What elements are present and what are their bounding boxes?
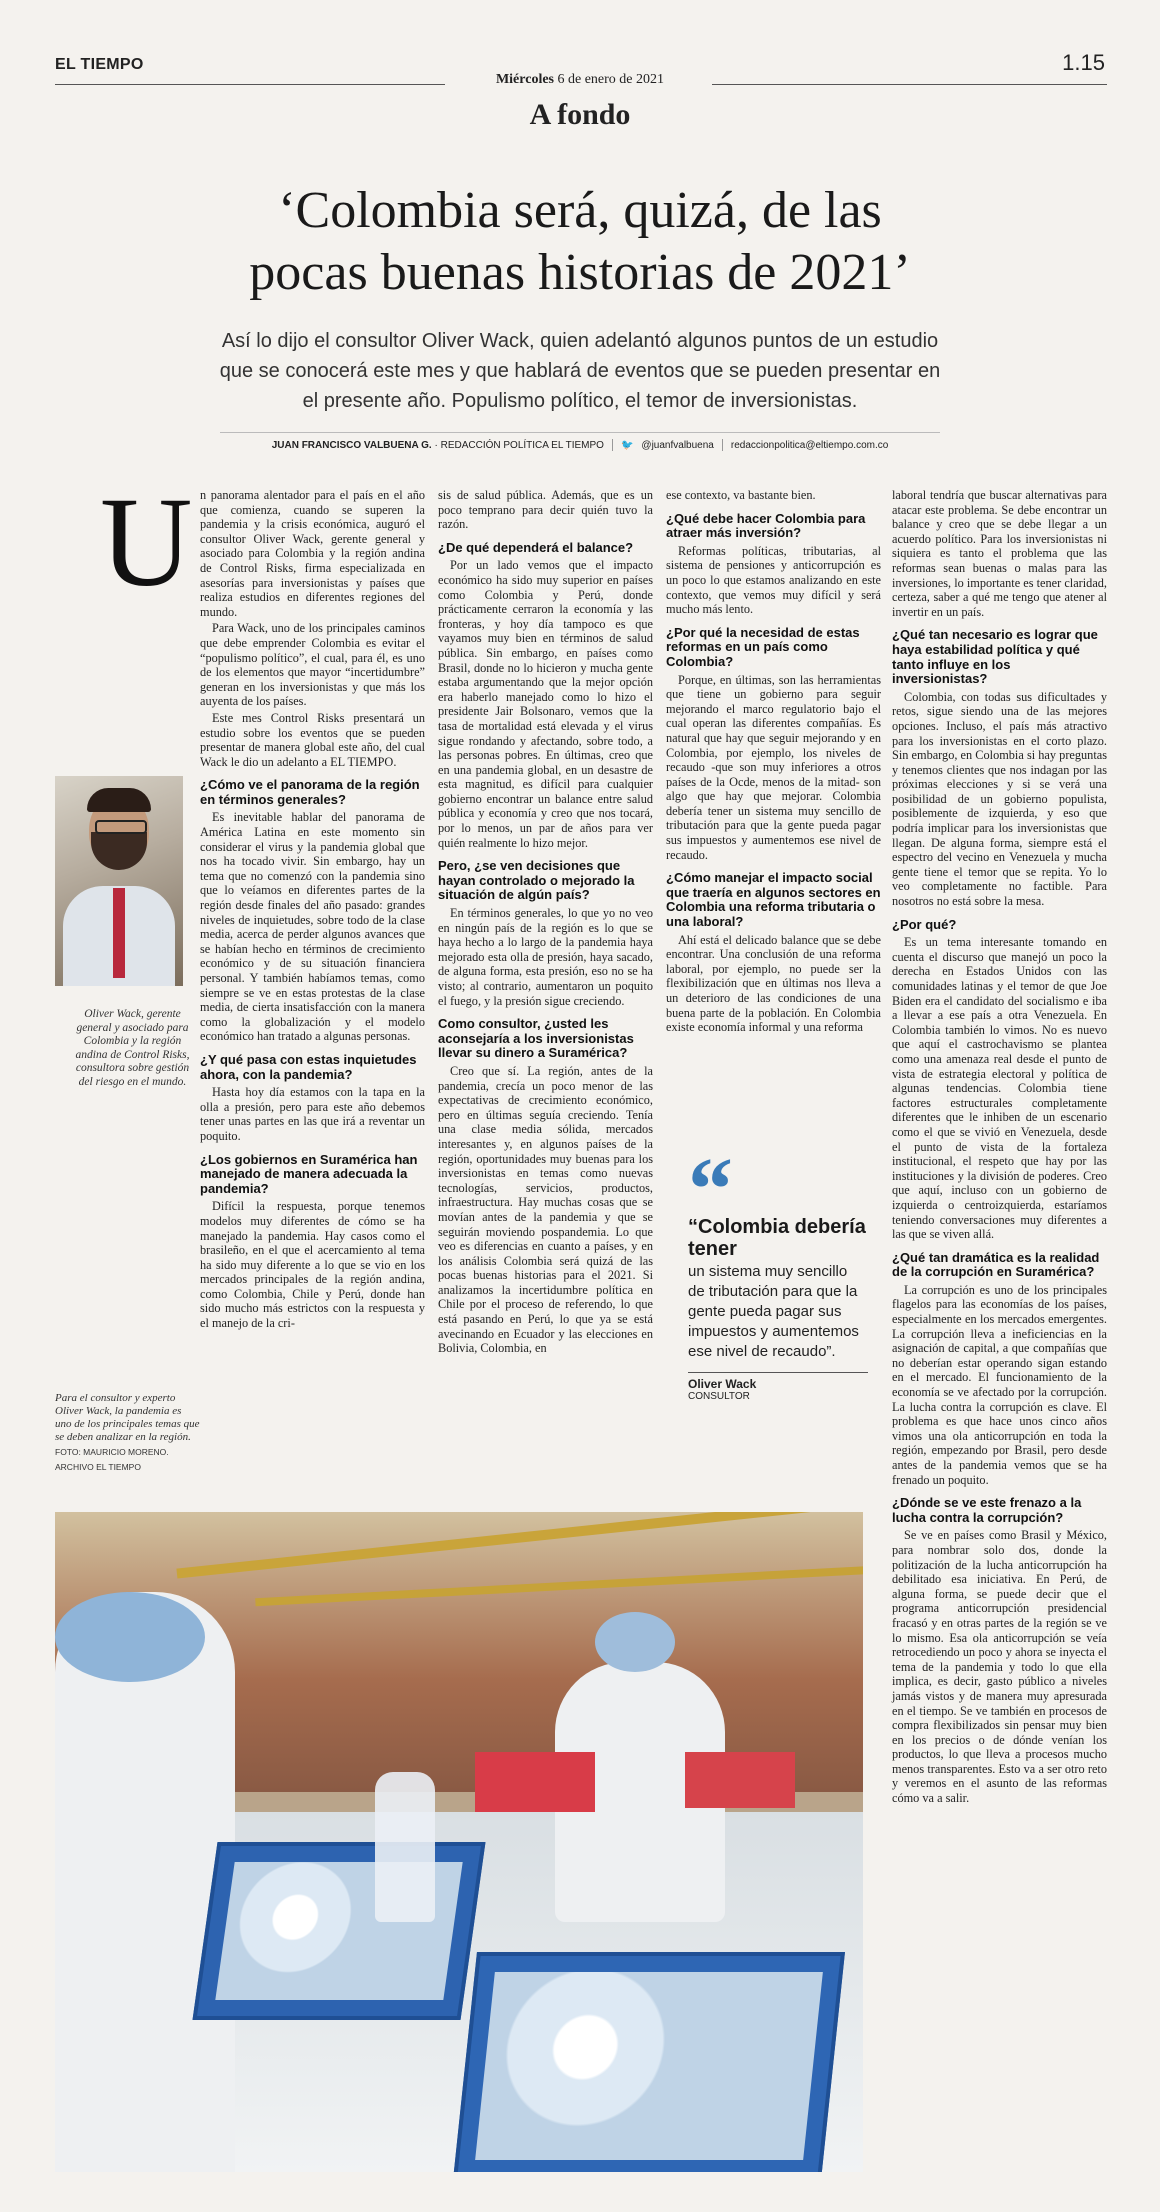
drop-cap: U [100,471,193,613]
interview-answer: Se ve en países como Brasil y México, para nombrar solo dos, donde la politización de la lucha anticorrupción ha debilitado esa iniciativa. En Perú, de alguna forma, se puede decir que el programa anticorrupción presidencial fracasó y en otras partes de la región se ve lo mismo. Esa ola anticorrupción se veía retrocediendo un poco y ahora se inyecta el tema de la pandemia y todo lo que ella implica, es decir, gasto público a niveles jamás vistos y de manera muy apresurada en el tiempo. Se ve también en procesos de compra flexibilizados sin pensar muy bien en los precios o de dónde venían los productos, lo que lleva a procesos mucho menos transparentes. Esto va a ser otro reto y veremos en el asunto de las reformas cómo va a salir. [892,1528,1107,1806]
byline-author: JUAN FRANCISCO VALBUENA G. [271,439,432,451]
pull-quote [688,1140,868,1402]
interview-answer: La corrupción es uno de los principales flagelos para las economías de los países, especialmente en los mercados emergentes. La corrupción lleva a ineficiencias en la asignación de capital, a que compañías que no deberían estar operando sigan estando en el mercado. El funcionamiento de la economía se ve afectado por la corrupción. La lucha contra la corrupción es clave. El problema es que hace unos cinco años vimos una ola anticorrupción en toda la región, empezando por Brasil, pero desde antes de la pandemia vemos que se ha frenado un poquito. [892,1282,1107,1487]
interview-answer: Por un lado vemos que el impacto económico ha sido muy superior en países como Colombia y Perú, donde prácticamente cerraron la economía y las fronteras, y hoy día tampoco es que vayamos muy bien en términos de salud pública. Sin embargo, en países como Brasil, donde no lo hicieron y mucha gente estaba argumentando que la mejor opción era haberlo manejado como lo hizo el presidente Jair Bolsonaro, vemos que la tasa de mortalidad está elevada y el virus sigue rondando y afectando, sobre todo, a las personas pobres. En últimas, creo que en una pandemia global, en un desastre de esta magnitud, es difícil para cualquier gobierno encontrar un balance entre salud pública y economía y creo que nos tocará, por lo menos, un par de años para ver quién realmente lo hizo mejor. [438,558,653,850]
paragraph: ese contexto, va bastante bien. [666,488,816,502]
headline-line-2: pocas buenas historias de 2021’ [249,244,911,301]
photo-credit: FOTO: MAURICIO MORENO. [55,1447,169,1457]
photo-credit-archive: ARCHIVO EL TIEMPO [55,1462,141,1472]
paragraph: Este mes Control Risks presentará un estudio sobre los eventos que se pueden presentar de manera global este año, del cual Wack le dio un adelanto a EL TIEMPO. [200,710,425,769]
issue-date-text: 6 de enero de 2021 [557,72,665,87]
pull-quote-name: Oliver Wack [688,1372,868,1391]
paragraph: n panorama alentador para el país en el año que comienza, cuando se superen la pandemia y la crisis económica, auguró el consultor Oliver Wack, gerente general y asociado para Colombia y la región andina de Control Risks, firma especializada en asesorías para inversionistas y países que realiza estudios en diferentes regiones del mundo. [200,488,425,619]
issue-date [0,72,1160,88]
article-column-2 [438,488,653,1358]
interview-answer: Difícil la respuesta, porque tenemos modelos muy diferentes de cómo se ha manejado la pandemia. Hay casos como el brasileño, en el que el acercamiento al tema ha sido muy diferente a lo que se vio en los mercados principales de la región andina, como Colombia, Chile y Perú, donde han sido mucho más estrictos con la respuesta y el manejo de la cri- [200,1199,425,1331]
interview-question: ¿Qué tan necesario es lograr que haya estabilidad política y qué tanto influye en los inversionistas? [892,627,1098,687]
article-column-4 [892,488,1107,1808]
headline [0,180,1160,304]
article-column-3 [666,488,881,1037]
byline-separator [722,439,723,451]
interview-answer: Porque, en últimas, son las herramientas que tiene un gobierno para seguir mejorando el marco regulatorio bajo el cual operan las diferentes compañías. Es natural que hay que seguir mejorando y en Colombia, por ejemplo, los niveles de recaudo -que son muy inferiores a otros países de la Ocde, menos de la mitad- son algo que hay que mejorar. Colombia debería tener un sistema muy sencillo de tributación para que la gente pueda pagar sus impuestos y aumentemos ese nivel de recaudo. [666,672,881,862]
byline-desk: · REDACCIÓN POLÍTICA EL TIEMPO [434,439,604,451]
interview-answer: Ahí está el delicado balance que se debe encontrar. Una conclusión de una reforma laboral, por ejemplo, no puede ser la flexibilización que en últimas nos lleva a un deterioro de las condiciones de una buena parte de la población. En Colombia existe economía informal y una reforma [666,932,881,1035]
portrait-photo [55,776,183,986]
interview-question: Pero, ¿se ven decisiones que hayan controlado o mejorado la situación de algún país? [438,858,635,903]
portrait-caption: Oliver Wack, gerente general y asociado para Colombia y la región andina de Control Risks, consultora sobre gestión del riesgo en el mundo. [75,1008,190,1088]
interview-answer: Reformas políticas, tributarias, al sistema de pensiones y anticorrupción es un poco lo que estamos analizando en este contexto, que vemos muy difícil y será mucho más lento. [666,543,881,617]
quote-mark-icon: “ [688,1140,733,1239]
article-deck: Así lo dijo el consultor Oliver Wack, quien adelantó algunos puntos de un estudio que se conocerá este mes y que hablará de eventos que se pueden presentar en el presente año. Populismo político, el temor de inversionistas. [219,330,941,412]
pull-quote-text: un sistema muy sencillo de tributación para que la gente pueda pagar sus impuestos y aumentemos ese nivel de recaudo”. [688,1263,859,1360]
paragraph: laboral tendría que buscar alternativas para atacar este problema. Se debe encontrar un balance y creo que se debe llegar a un acuerdo político. Para los inversionistas ni siquiera es tanto el problema que las reformas sean buenas o malas para las inversiones, lo importante es tener claridad, certeza, saber a qué me tengo que atener al invertir en un país. [892,488,1107,619]
paragraph: sis de salud pública. Además, que es un poco temprano para decir quién tuvo la razón. [438,488,653,532]
article-column-1 [200,488,425,1333]
interview-question: ¿De qué dependerá el balance? [438,539,634,555]
interview-question: ¿Cómo manejar el impacto social que traería en algunos sectores en Colombia una reforma tributaria o una laboral? [666,870,881,930]
interview-answer: Creo que sí. La región, antes de la pandemia, crecía un poco menor de las expectativas de crecimiento económico, pero en últimas seguía creciendo. Tenía una clase media sólida, mercados interesantes y, en algunos países de la región, oportunidades muy buenas para los inversionistas en temas como nuevas tecnologías, servicios, productos, infraestructura. Hay muchas cosas que se movían antes de la pandemia y que se seguirán moviendo pospandemia. Lo que veo es diferencias en cuanto a países, y en los análisis Colombia será quizá de las pocas buenas historias para el 2021. Si analizamos la incertidumbre política en Chile por el proceso de referendo, lo que está pasando en Perú, lo que ya se está avecinando en Ecuador y las elecciones en Bolivia, Colombia, en [438,1063,653,1356]
byline-separator [612,439,613,451]
interview-answer: Colombia, con todas sus dificultades y retos, sigue siendo una de las mejores opciones. Incluso, el país más atractivo para los inversionistas en el corto plazo. Sin embargo, en Colombia si hay preguntas y tenemos clientes que nos indagan por las próximas elecciones y si se verá una posibilidad de un gobierno populista, posiblemente de izquierda, y eso que podría implicar para los inversionistas que llegan. De alguna forma, siempre está el espectro del vecino en Venezuela y mucha gente tiene el temor que se repita. Yo lo veo completamente no factible. Para nosotros no está sobre la mesa. [892,689,1107,909]
twitter-icon: 🐦 [620,439,634,451]
interview-question: ¿Qué debe hacer Colombia para atraer más inversión? [666,510,866,541]
interview-answer: Es inevitable hablar del panorama de América Latina en este momento sin considerar el virus y la pandemia global que nos ha tocado vivir. Sin embargo, hay un tema que no comenzó con la pandemia sino que lo veíamos en diferentes partes de la región desde finales del año pasado: grandes niveles de inquietudes, sobre todo de la clase media, acerca de perder algunos avances que se habían hecho en términos de crecimiento económico y de su situación financiera personal. Y también habíamos temas, como siempre se ve en estas protestas de la clase media, de cierta insatisfacción con la manera como la globalización y el modelo económico han tratado a algunas personas. [200,810,425,1044]
photo-caption [55,1392,200,1474]
byline-twitter[interactable]: @juanfvalbuena [641,439,714,451]
pull-quote-role: CONSULTOR [688,1391,750,1402]
interview-question: ¿Qué tan dramática es la realidad de la corrupción en Suramérica? [892,1249,1100,1280]
byline [220,432,940,451]
factory-workers-photo [55,1512,863,2172]
interview-question: ¿Por qué? [892,916,957,932]
headline-line-1: ‘Colombia será, quizá, de las [278,182,882,239]
header-rule-right [712,84,1107,85]
interview-answer: Hasta hoy día estamos con la tapa en la olla a presión, pero para este año debemos tener unas partes en las que irá a reventar un poquito. [200,1085,425,1143]
pull-quote-lead: “Colombia debería tener [688,1216,866,1260]
masthead: EL TIEMPO [55,56,144,73]
section-title: A fondo [529,98,631,131]
interview-question: ¿Cómo ve el panorama de la región en términos generales? [200,777,420,807]
interview-question: Como consultor, ¿usted les aconsejaría a los inversionistas llevar su dinero a Suramérica? [438,1016,634,1061]
byline-email[interactable]: redaccionpolitica@eltiempo.com.co [730,439,889,451]
paragraph: Para Wack, uno de los principales caminos que debe emprender Colombia es evitar el “populismo político”, el cual, para él, es uno de los elementos que mayor “incertidumbre” generan en los inversionistas y que más los auyenta de los países. [200,621,425,709]
interview-question: ¿Dónde se ve este frenazo a la lucha contra la corrupción? [892,1495,1082,1525]
interview-question: ¿Y qué pasa con estas inquietudes ahora, con la pandemia? [200,1051,417,1082]
page-number: 1.15 [1062,50,1105,75]
interview-answer: Es un tema interesante tomando en cuenta el discurso que manejó un poco la derecha en Estados Unidos con las comunidades latinas y el temor de que Joe Biden era el candidato del socialismo e iba a llevar a ese país a otra Venezuela. En Colombia también lo vimos. No es nuevo que aquí el castrochavismo se plantea como una amenaza real desde el punto de vista de estrategia electoral y política de algunas tendencias. Colombia tiene factores estructurales completamente diferentes que le inhiben de un escenario como el que se vivió en Venezuela, desde el punto de vista de la fortaleza institucional, el respeto que hay por las instituciones y la división de poderes. Creo que aquí, incluso con un gobierno de izquierda o centroizquierda, estaríamos teniendo conversaciones muy diferentes a las que se viven allá. [892,935,1107,1242]
interview-answer: En términos generales, lo que yo no veo en ningún país de la región es lo que se haya hecho a lo largo de la pandemia haya mejorado esta olla de presión, haya sacado, de alguna forma, esta presión, eso no se ha visto; al contrario, aumentaron un poquito el fuego, y la presión sigue creciendo. [438,906,653,1008]
interview-question: ¿Por qué la necesidad de estas reformas en un país como Colombia? [666,624,860,669]
issue-weekday: Miércoles [495,72,554,87]
interview-question: ¿Los gobiernos en Suramérica han manejado de manera adecuada la pandemia? [200,1151,418,1196]
photo-caption-text: Para el consultor y experto Oliver Wack, la pandemia es uno de los principales temas que se deben analizar en la región. [55,1392,200,1443]
